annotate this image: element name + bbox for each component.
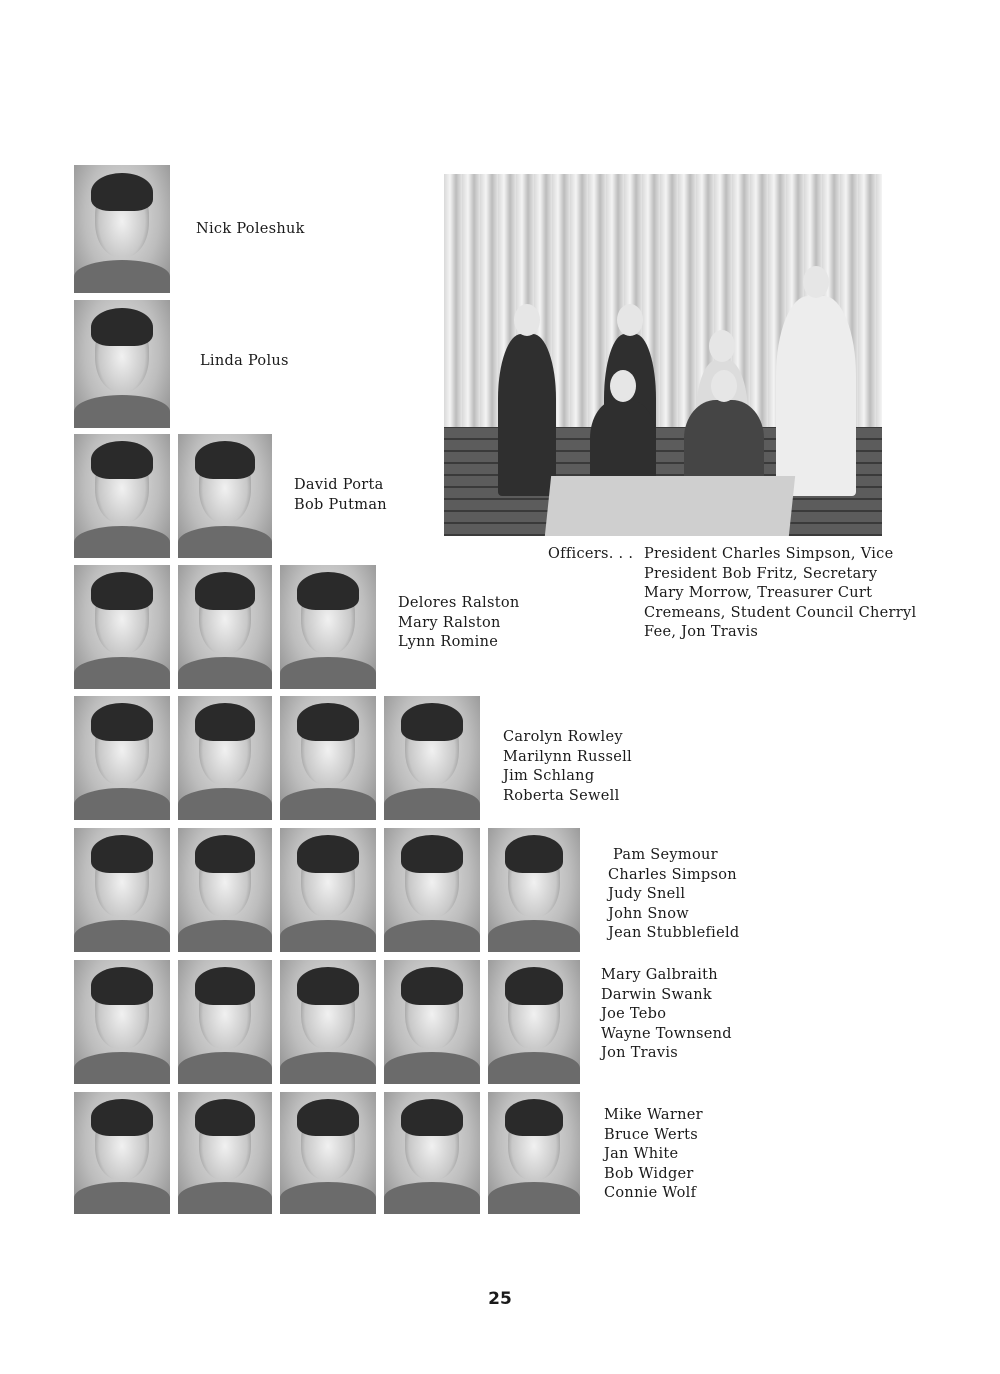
portrait-photo [178,565,272,689]
student-name: Mike Warner [604,1107,703,1123]
student-name: Jon Travis [601,1045,679,1061]
student-name: John Snow [608,905,689,922]
student-name: Joe Tebo [601,1006,667,1022]
student-name: Jim Schlang [503,768,595,784]
name-list [608,846,739,944]
caption-line: President Bob Fritz, Secretary [644,565,878,582]
name-list [604,1106,703,1204]
portrait-photo [178,960,272,1084]
portrait-photo [74,828,170,952]
caption-line: Mary Morrow, Treasurer Curt [644,585,873,601]
portrait-photo [280,828,376,952]
portrait-photo [74,565,170,689]
portrait-photo [488,960,580,1084]
portrait-photo [74,960,170,1084]
student-name: Carolyn Rowley [503,729,623,745]
student-name: Wayne Townsend [601,1025,732,1042]
portrait-photo [384,1092,480,1214]
student-name: Linda Polus [200,353,289,369]
portrait-photo [178,434,272,558]
student-name: Jan White [604,1146,679,1162]
portrait-photo [178,1092,272,1214]
portrait-photo [74,696,170,820]
student-name: Charles Simpson [608,866,737,883]
portrait-photo [384,960,480,1084]
student-name: Bob Widger [604,1165,694,1182]
caption-line: President Charles Simpson, Vice [644,546,894,562]
name-list [601,966,732,1064]
officers-text [644,545,934,643]
officer-figure [776,296,856,496]
student-name: Pam Seymour [613,847,718,863]
name-list [503,728,632,806]
student-name: Nick Poleshuk [196,221,305,237]
student-name: Jean Stubblefield [608,925,740,941]
student-name: Bruce Werts [604,1126,699,1143]
portrait-photo [384,828,480,952]
student-name: Mary Galbraith [601,967,718,983]
caption-line: Fee, Jon Travis [644,624,759,640]
officers-label: Officers. . . [548,546,634,562]
portrait-photo [280,960,376,1084]
student-name: Darwin Swank [601,986,712,1003]
student-name: Connie Wolf [604,1185,697,1201]
portrait-photo [74,1092,170,1214]
portrait-photo [74,434,170,558]
portrait-photo [488,828,580,952]
student-name: Lynn Romine [398,634,499,650]
student-name: Bob Putman [294,496,387,513]
portrait-photo [74,300,170,428]
portrait-photo [280,565,376,689]
portrait-photo [384,696,480,820]
student-name: Marilynn Russell [503,748,632,765]
student-name: Judy Snell [608,886,686,902]
portrait-photo [178,828,272,952]
name-list [294,476,387,515]
portrait-photo [280,696,376,820]
page-number: 25 [488,1289,512,1309]
officers-group-photo [444,174,882,536]
student-name: Delores Ralston [398,595,520,611]
portrait-photo [280,1092,376,1214]
officer-figure [498,334,556,496]
name-list [196,220,305,240]
student-name: David Porta [294,477,384,493]
student-name: Roberta Sewell [503,787,620,804]
name-list [200,352,289,372]
portrait-photo [488,1092,580,1214]
table [545,476,795,536]
name-list [398,594,520,653]
caption-line: Cremeans, Student Council Cherryl [644,604,917,621]
portrait-photo [74,165,170,293]
portrait-photo [178,696,272,820]
student-name: Mary Ralston [398,614,501,631]
